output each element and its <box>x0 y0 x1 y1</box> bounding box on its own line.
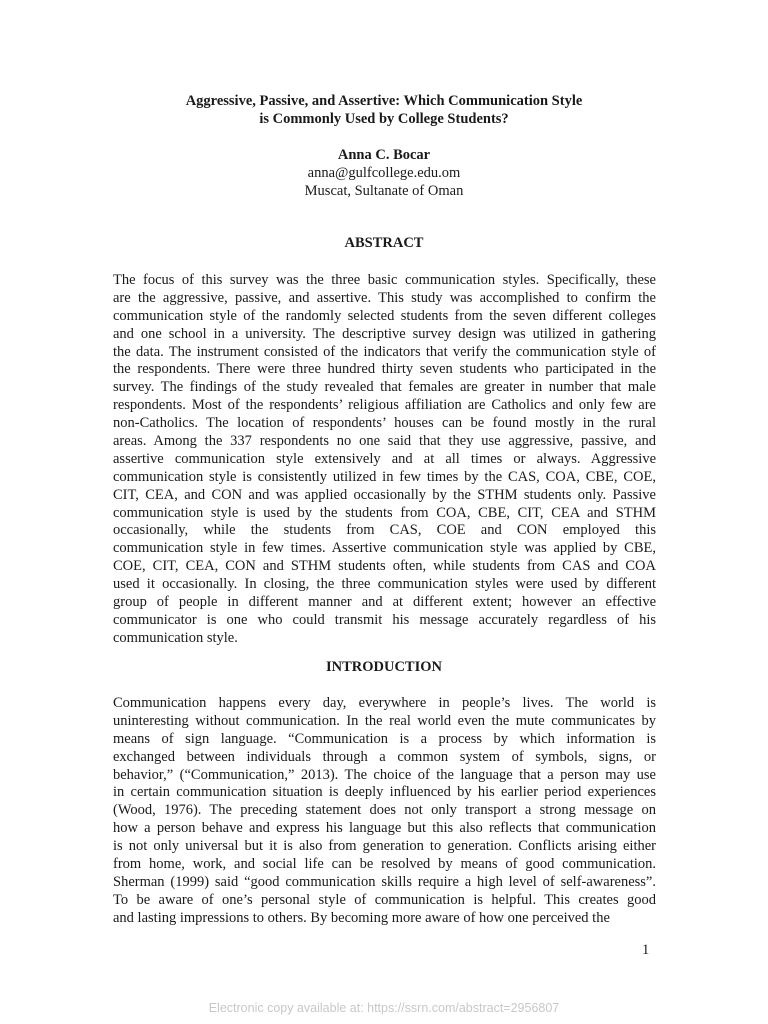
text-line: the data. The instrument consisted of the indicators that verify the communication style of <box>113 343 656 360</box>
text-line: means of sign language. “Communication is a process by which information is <box>113 730 656 747</box>
text-line: and lasting impressions to others. By becoming more aware of how one perceived the <box>113 909 610 926</box>
text-line: used it occasionally. In closing, the three communication styles were used by different <box>113 576 656 593</box>
text-line: communication style is consistently utilized in few times by the CAS, COA, CBE, COE, <box>113 468 656 485</box>
text-line: COE, CIT, CEA, CON and STHM students often, while students from CAS and COA <box>113 558 656 575</box>
text-line: the respondents. There were three hundred thirty seven students who participated in the <box>113 361 656 378</box>
text-line: non-Catholics. The location of respondents’ houses can be found mostly in the rural <box>113 415 656 432</box>
author-contact <box>0 164 768 200</box>
text-line: in certain communication situation is deeply influenced by his earlier period experiences <box>113 784 656 801</box>
title-line: is Commonly Used by College Students? <box>259 111 509 127</box>
abstract-body <box>113 272 656 648</box>
title-line: Aggressive, Passive, and Assertive: Which Communication Style <box>185 93 583 109</box>
footer-note: Electronic copy available at: https://ssrn.com/abstract=2956807 <box>208 1001 560 1015</box>
text-line: from home, work, and social life can be resolved by means of good communication. <box>113 856 656 873</box>
text-line: respondents. Most of the respondents’ religious affiliation are Catholics and only few are <box>113 397 656 414</box>
text-line: survey. The findings of the study revealed that females are greater in number that male <box>113 379 656 396</box>
text-line: behavior,” (“Communication,” 2013). The choice of the language that a person may use <box>113 766 656 783</box>
author-email: anna@gulfcollege.edu.om <box>307 165 461 181</box>
text-line: Sherman (1999) said “good communication skills require a high level of self-awareness”. <box>113 873 656 890</box>
abstract-heading: ABSTRACT <box>344 235 424 251</box>
text-line: occasionally, while the students from CAS, COE and CON employed this <box>113 522 656 539</box>
text-line: are the aggressive, passive, and assertive. This study was accomplished to confirm the <box>113 289 656 306</box>
text-line: areas. Among the 337 respondents no one said that they use aggressive, passive, and <box>113 433 656 450</box>
text-line: communication style. <box>113 629 238 646</box>
text-line: communication style is used by the students from COA, CBE, CIT, CEA and STHM <box>113 504 656 521</box>
author-name: Anna C. Bocar <box>337 147 431 163</box>
introduction-heading: INTRODUCTION <box>325 659 442 675</box>
text-line: (Wood, 1976). The preceding statement does not only transport a strong message on <box>113 802 656 819</box>
paper-title <box>0 92 768 128</box>
text-line: uninteresting without communication. In the real world even the mute communicates by <box>113 712 656 729</box>
text-line: communication style in few times. Assertive communication style was applied by CBE, <box>113 540 656 557</box>
text-line: To be aware of one’s personal style of communication is helpful. This creates good <box>113 891 656 908</box>
text-line: Communication happens every day, everywhere in people’s lives. The world is <box>113 695 656 711</box>
text-line: communicator is one who could transmit his message accurately regardless of his <box>113 611 656 628</box>
text-line: assertive communication style extensively and at all times or always. Aggressive <box>113 450 656 467</box>
page-number: 1 <box>642 942 650 958</box>
text-line: group of people in different manner and at different extent; however an effective <box>113 594 656 611</box>
text-line: CIT, CEA, and CON and was applied occasionally by the STHM students only. Passive <box>113 486 656 503</box>
text-line: communication style of the randomly selected students from the seven different colleges <box>113 307 656 324</box>
text-line: is not only universal but it is also from generation to generation. Conflicts arising either <box>113 838 656 855</box>
text-line: how a person behave and express his language but this also reflects that communication <box>113 820 656 837</box>
text-line: and one school in a university. The descriptive survey design was utilized in gathering <box>113 325 656 342</box>
author-location: Muscat, Sultanate of Oman <box>304 183 464 199</box>
text-line: The focus of this survey was the three basic communication styles. Specifically, these <box>113 272 656 288</box>
introduction-body <box>113 695 656 928</box>
text-line: exchanged between individuals through a common system of symbols, signs, or <box>113 748 656 765</box>
